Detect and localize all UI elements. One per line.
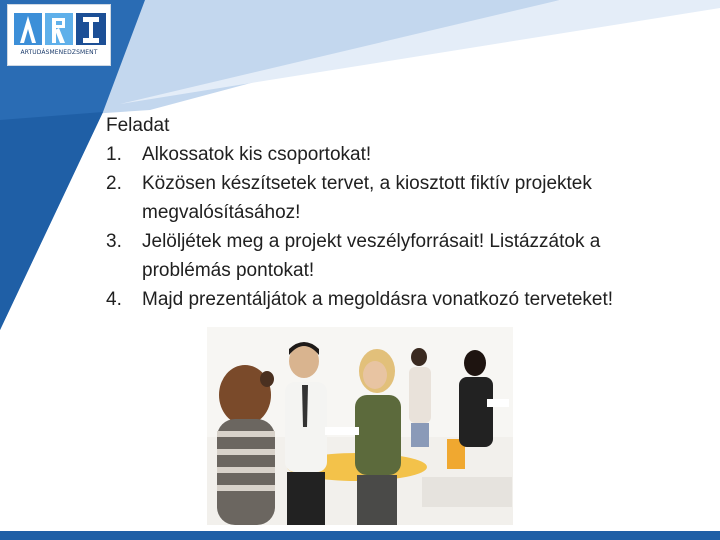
- task-text: Jelöljétek meg a projekt veszélyforrásait! Listázzátok a problémás pontokat!: [142, 231, 601, 281]
- task-text: Alkossatok kis csoportokat!: [142, 144, 372, 165]
- task-text: Majd prezentáljátok a megoldásra vonatkozó terveteket!: [142, 289, 614, 310]
- task-number: 3.: [106, 231, 122, 252]
- company-logo: [7, 4, 111, 66]
- task-number: 4.: [106, 289, 122, 310]
- group-work-photo: [207, 327, 513, 525]
- task-item: [106, 169, 686, 227]
- task-number: 2.: [106, 173, 122, 194]
- logo-letters-image: [12, 11, 108, 47]
- task-item: [106, 227, 686, 285]
- task-list: [106, 140, 686, 314]
- bottom-accent-bar: [0, 531, 720, 540]
- task-item: [106, 285, 686, 314]
- task-heading: Feladat: [106, 115, 170, 136]
- task-number: 1.: [106, 144, 122, 165]
- task-text: Közösen készítsetek tervet, a kiosztott fiktív projektek megvalósításához!: [142, 173, 592, 223]
- blue-wedge-shade: [0, 112, 103, 330]
- task-content: [106, 111, 686, 314]
- group-work-photo-illustration: [207, 327, 513, 525]
- task-item: [106, 140, 686, 169]
- logo-caption: ARTUDÁSMENEDZSMENT: [20, 49, 98, 56]
